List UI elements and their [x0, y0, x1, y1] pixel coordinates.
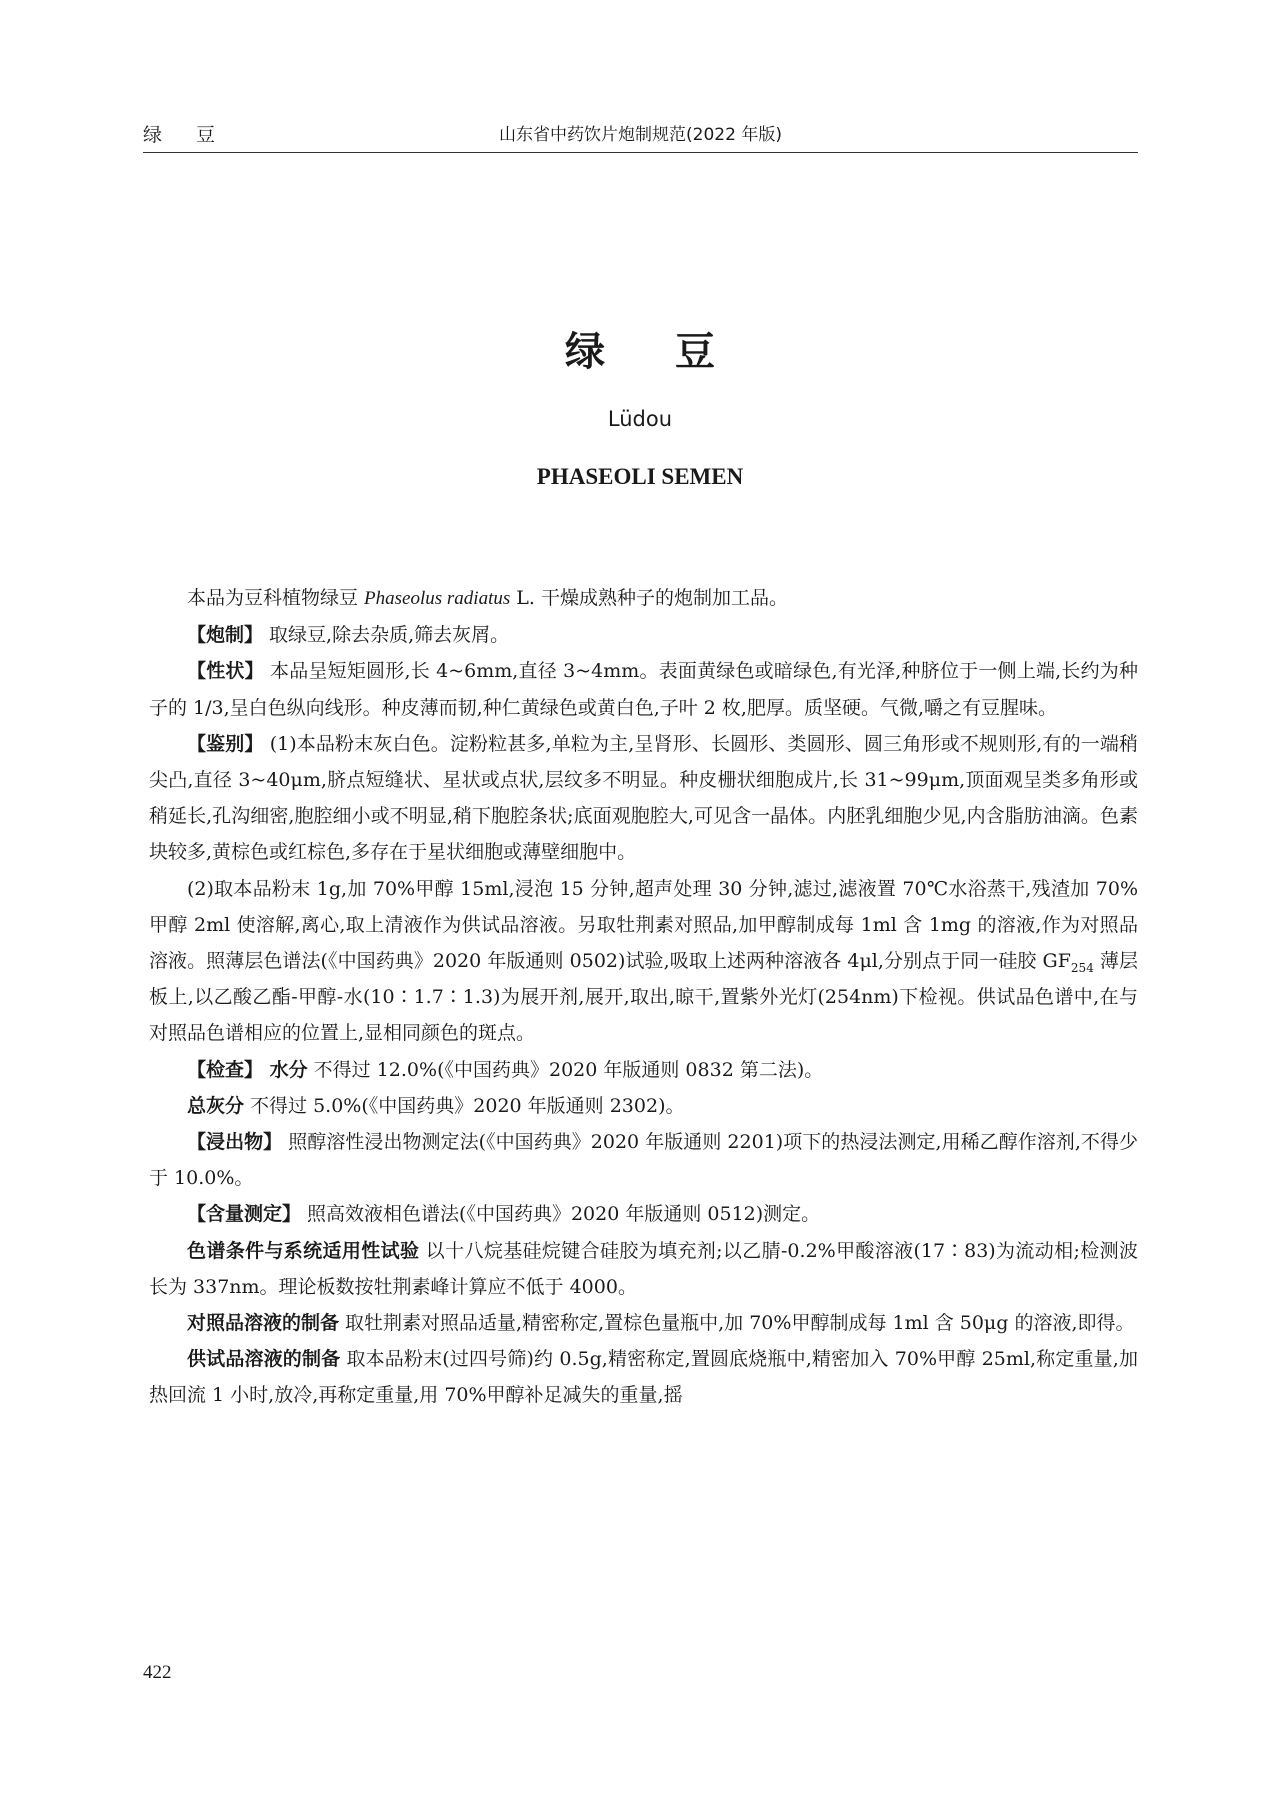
intro-text: 本品为豆科植物绿豆	[187, 587, 365, 609]
running-head-title: 山东省中药饮片炮制规范(2022 年版)	[499, 125, 782, 145]
ash-paragraph	[149, 1088, 1138, 1124]
test-solution-label: 供试品溶液的制备	[187, 1348, 341, 1371]
ash-label: 总灰分	[187, 1094, 245, 1117]
test-solution-paragraph	[149, 1341, 1138, 1413]
chromatography-text: 以十八烷基硅烷键合硅胶为填充剂;以乙腈-0.2%甲酸溶液(17∶83)为流动相;检测波长为 337nm。理论板数按牡荆素峰计算应不低于 4000。	[149, 1239, 1138, 1298]
identification-paragraph-2	[149, 871, 1138, 1052]
identification-subscript: 254	[1070, 960, 1094, 975]
assay-text: 照高效液相色谱法(《中国药典》2020 年版通则 0512)测定。	[301, 1203, 821, 1226]
monograph-body	[149, 580, 1138, 1414]
extractives-text: 照醇溶性浸出物测定法(《中国药典》2020 年版通则 2201)项下的热浸法测定,用稀乙醇作溶剂,不得少于 10.0%。	[149, 1131, 1138, 1190]
running-head	[143, 116, 1138, 153]
reference-solution-paragraph	[149, 1305, 1138, 1341]
extractives-label: 【浸出物】	[187, 1131, 283, 1154]
description-label: 【性状】	[187, 660, 264, 683]
processing-label: 【炮制】	[187, 624, 264, 647]
intro-text-end: L. 干燥成熟种子的炮制加工品。	[510, 587, 788, 609]
description-paragraph	[149, 653, 1138, 725]
processing-text: 取绿豆,除去杂质,筛去灰屑。	[263, 624, 510, 647]
moisture-label: 水分	[263, 1058, 308, 1081]
identification-text-2b: 薄层板上,以乙酸乙酯-甲醇-水(10∶1.7∶1.3)为展开剂,展开,取出,晾干,置紫外光灯(254nm)下检视。供试品色谱中,在与对照品色谱相应的位置上,显相同颜色的斑点。	[149, 950, 1138, 1045]
identification-text-2a: (2)取本品粉末 1g,加 70%甲醇 15ml,浸泡 15 分钟,超声处理 30 分钟,滤过,滤液置 70℃水浴蒸干,残渣加 70%甲醇 2ml 使溶解,离心,取上清液作为供试品溶液。另取牡荆素对照品,加甲醇制成每 1ml 含 1mg 的溶液,作为对照品溶液。照薄层色谱法(《中国药典》2020 年版通则 0502)试验,吸取上述两种溶液各 4μl,分别点于同一硅胶 GF	[149, 877, 1138, 973]
reference-solution-text: 取牡荆素对照品适量,精密称定,置棕色量瓶中,加 70%甲醇制成每 1ml 含 50μg 的溶液,即得。	[339, 1312, 1135, 1335]
latin-name: PHASEOLI SEMEN	[536, 464, 744, 489]
running-head-left: 绿 豆	[143, 124, 230, 146]
chromatography-label: 色谱条件与系统适用性试验	[187, 1239, 420, 1262]
identification-text-1: (1)本品粉末灰白色。淀粉粒甚多,单粒为主,呈肾形、长圆形、类圆形、圆三角形或不规则形,有的一端稍尖凸,直径 3~40μm,脐点短缝状、星状或点状,层纹多不明显。种皮栅状细胞成片,长 31~99μm,顶面观呈类多角形或稍延长,孔沟细密,胞腔细小或不明显,稍下胞腔条状;底面观胞腔大,可见含一晶体。内胚乳细胞少见,内含脂肪油滴。色素块较多,黄棕色或红棕色,多存在于星状细胞或薄壁细胞中。	[149, 732, 1138, 864]
ash-text: 不得过 5.0%(《中国药典》2020 年版通则 2302)。	[244, 1094, 685, 1117]
examination-paragraph	[149, 1052, 1138, 1088]
identification-paragraph-1	[149, 726, 1138, 871]
identification-label: 【鉴别】	[187, 732, 264, 755]
extractives-paragraph	[149, 1124, 1138, 1196]
reference-solution-label: 对照品溶液的制备	[187, 1312, 340, 1335]
assay-label: 【含量测定】	[187, 1203, 302, 1226]
chromatography-paragraph	[149, 1233, 1138, 1305]
assay-paragraph	[149, 1196, 1138, 1232]
test-solution-text: 取本品粉末(过四号筛)约 0.5g,精密称定,置圆底烧瓶中,精密加入 70%甲醇 25ml,称定重量,加热回流 1 小时,放冷,再称定重量,用 70%甲醇补足减失的重量,摇	[149, 1348, 1138, 1407]
examination-label: 【检查】	[187, 1058, 264, 1081]
page-number: 422	[143, 1662, 172, 1683]
species-name: Phaseolus radiatus	[364, 588, 511, 609]
page-title: 绿 豆	[565, 329, 743, 375]
description-text: 本品呈短矩圆形,长 4~6mm,直径 3~4mm。表面黄绿色或暗绿色,有光泽,种脐位于一侧上端,长约为种子的 1/3,呈白色纵向线形。种皮薄而韧,种仁黄绿色或黄白色,子叶 2 枚,肥厚。质坚硬。气微,嚼之有豆腥味。	[149, 660, 1138, 719]
processing-paragraph	[149, 617, 1138, 653]
intro-paragraph	[149, 580, 1138, 617]
pinyin-name: Lüdou	[607, 407, 673, 431]
moisture-text: 不得过 12.0%(《中国药典》2020 年版通则 0832 第二法)。	[307, 1058, 824, 1081]
